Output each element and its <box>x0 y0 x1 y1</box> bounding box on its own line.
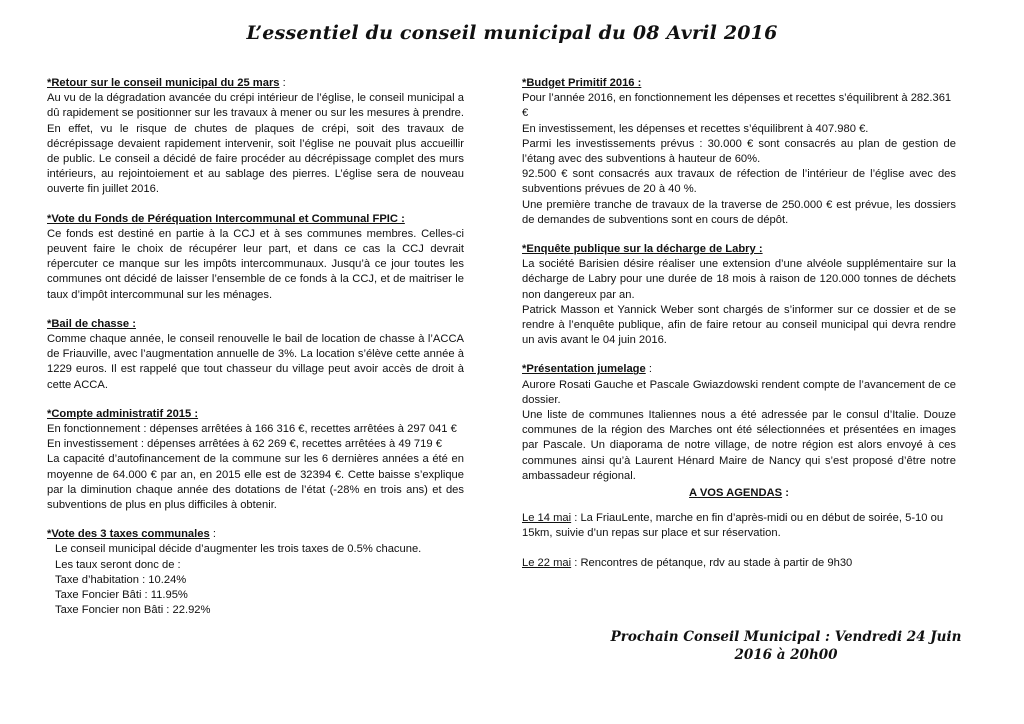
agenda-date: Le 14 mai <box>522 512 572 525</box>
section-body: La capacité d’autofinancement de la commune sur les 6 dernières années a été en moyenne de 64.000 € par an, en 2015 elle est de 32394 €. Cette baisse s’explique par la diminution chaque année des dotations de l’état (-28% en trois ans) et des subventions de plus en plus difficiles à obtenir. <box>47 453 464 512</box>
section-agenda: A VOS AGENDAS : Le 14 mai : La FriauLente, marche en fin d’après-midi ou en début de soirée, 5-10 ou 15km, suivie d’un repas sur place et sur réservation. Le 22 mai : Rencontres de pétanque, rdv au stade à partir de 9h30 <box>522 486 956 571</box>
left-column <box>47 76 464 633</box>
section-body: Au vu de la dégradation avancée du crépi intérieur de l’église, le conseil municipal a dû rapidement se positionner sur les travaux à mener ou sur les mesures à prendre. En effet, vu le risque de chutes de plaques de crépi, soit des travaux de décrépissage devaient rapidement intervenir, soit l’église ne pouvait plus accueillir de public. Le conseil a décidé de faire procéder au décrépissage complet des murs intérieurs, au rejointoiement et au sablage des pierres. L’église sera de nouveau ouverte fin juillet 2016. <box>47 92 464 196</box>
section-fpic <box>47 212 464 303</box>
line-investissement: En investissement : dépenses arrêtées à 62 269 €, recettes arrêtées à 49 719 € <box>47 438 442 451</box>
agenda-event: Le 14 mai : La FriauLente, marche en fin d’après-midi ou en début de soirée, 5-10 ou 15km, suivie d’un repas sur place et sur réservation. <box>522 512 944 540</box>
section-heading: *Budget Primitif 2016 : <box>522 77 642 89</box>
section-heading: *Vote du Fonds de Péréquation Intercommunal et Communal FPIC : <box>47 212 405 225</box>
section-heading: *Enquête publique sur la décharge de Labry : <box>522 243 763 256</box>
section-body: La société Barisien désire réaliser une extension d’une alvéole supplémentaire sur la décharge de Labry pour une durée de 18 mois à raison de 120.000 tonnes de déchets non dangereux par an. <box>522 258 956 301</box>
budget-etang: Parmi les investissements prévus : 30.000 € sont consacrés au plan de gestion de l’étang avec des subventions à hauteur de 60%. <box>522 137 956 166</box>
section-body: Une liste de communes Italiennes nous a été adressée par le consul d’Italie. Douze communes de la région des Marches ont été sélectionnées et présentées en images par Pascale. Un diaporama de notre village, de notre région est alors envoyé à ces communes ainsi qu’à Laurent Hénard Maire de Nancy qui s’est proposé d’être notre ambassadeur régional. <box>522 409 956 482</box>
section-heading: *Vote des 3 taxes communales <box>47 528 210 541</box>
section-body: Comme chaque année, le conseil renouvelle le bail de location de chasse à l’ACCA de Friauville, avec l’augmentation annuelle de 3%. La location s’élève cette année à 1229 euros. Il est rappelé que tout chasseur du village peut avoir accès de droit à cette ACCA. <box>47 333 464 391</box>
tax-foncier-bati: Taxe Foncier Bâti : 11.95% <box>55 589 188 602</box>
tax-decision: Le conseil municipal décide d’augmenter les trois taxes de 0.5% chacune. <box>55 543 422 556</box>
next-council-notice: Prochain Conseil Municipal : Vendredi 24 Juin 2016 à 20h00 <box>610 629 962 663</box>
section-bail-chasse <box>47 317 464 393</box>
budget-traverse: Une première tranche de travaux de la traverse de 250.000 € est prévue, les dossiers de demandes de subventions sont en cours de dépôt. <box>522 198 956 226</box>
budget-fonctionnement: Pour l’année 2016, en fonctionnement les dépenses et recettes s’équilibrent à 282.361 € <box>522 92 952 120</box>
line-fonctionnement: En fonctionnement : dépenses arrêtées à 166 316 €, recettes arrêtées à 297 041 € <box>47 423 457 436</box>
right-column <box>522 76 956 571</box>
section-compte-administratif <box>47 407 464 513</box>
agenda-event: Le 22 mai : Rencontres de pétanque, rdv au stade à partir de 9h30 <box>522 556 853 569</box>
budget-eglise: 92.500 € sont consacrés aux travaux de réfection de l’intérieur de l’église avec des subventions prévues de 20 à 40 %. <box>522 168 956 196</box>
tax-intro: Les taux seront donc de : <box>55 558 181 571</box>
section-heading: *Bail de chasse : <box>47 317 136 330</box>
section-enquete-publique <box>522 242 956 348</box>
section-body: Aurore Rosati Gauche et Pascale Gwiazdowski rendent compte de l’avancement de ce dossier. <box>522 378 956 406</box>
page-title: L’essentiel du conseil municipal du 08 Avril 2016 <box>246 22 778 44</box>
section-heading: *Retour sur le conseil municipal du 25 mars <box>47 77 280 89</box>
budget-investissement: En investissement, les dépenses et recettes s’équilibrent à 407.980 €. <box>522 122 869 135</box>
section-budget-primitif <box>522 76 956 228</box>
agenda-heading: A VOS AGENDAS <box>689 487 783 500</box>
tax-habitation: Taxe d’habitation : 10.24% <box>55 573 187 586</box>
section-heading: *Présentation jumelage <box>522 363 646 376</box>
section-retour-conseil: *Retour sur le conseil municipal du 25 mars : Au vu de la dégradation avancée du crépi intérieur de l’église, le conseil municipal a dû rapidement se positionner sur les travaux à mener ou sur les mesures à prendre. En effet, vu le risque de chutes de plaques de crépi, soit des travaux de décrépissage devaient rapidement intervenir, soit l’église ne pouvait plus accueillir de public. Le conseil a décidé de faire procéder au décrépissage complet des murs intérieurs, au rejointoiement et au sablage des pierres. L’église sera de nouveau ouverte fin juillet 2016. <box>47 76 464 198</box>
section-heading: *Compte administratif 2015 : <box>47 407 199 420</box>
agenda-date: Le 22 mai <box>522 556 572 569</box>
section-jumelage: *Présentation jumelage : Aurore Rosati Gauche et Pascale Gwiazdowski rendent compte de l’avancement de ce dossier. Une liste de communes Italiennes nous a été adressée par le consul d’Italie. Douze communes de la région des Marches ont été sélectionnées et présentées en images par Pascale. Un diaporama de notre village, de notre région est alors envoyé à ces communes ainsi qu’à Laurent Hénard Maire de Nancy qui s’est proposé d’être notre ambassadeur régional. <box>522 362 956 484</box>
section-taxes: *Vote des 3 taxes communales : Le conseil municipal décide d’augmenter les trois taxes de 0.5% chacune. Les taux seront donc de : Taxe d’habitation : 10.24% Taxe Foncier Bâti : 11.95% Taxe Foncier non Bâti : 22.92% <box>47 527 464 618</box>
tax-foncier-non-bati: Taxe Foncier non Bâti : 22.92% <box>55 604 211 617</box>
section-body: Patrick Masson et Yannick Weber sont chargés de s’informer sur ce dossier et de se rendre à l’enquête publique, afin de faire retour au conseil municipal qui devra rendre un avis avant le 04 juin 2016. <box>522 303 956 347</box>
section-body: Ce fonds est destiné en partie à la CCJ et à ses communes membres. Celles-ci peuvent faire le choix de récupérer leur part, et dans ce cas la CCJ devrait répercuter ce manque sur les impôts intercommunaux. Jusqu’à ce jour toutes les communes ont décidé de laisser l’ensemble de ce fonds à la CCJ, et de maitriser le taux d’impôt intercommunal sur les ménages. <box>47 227 464 301</box>
